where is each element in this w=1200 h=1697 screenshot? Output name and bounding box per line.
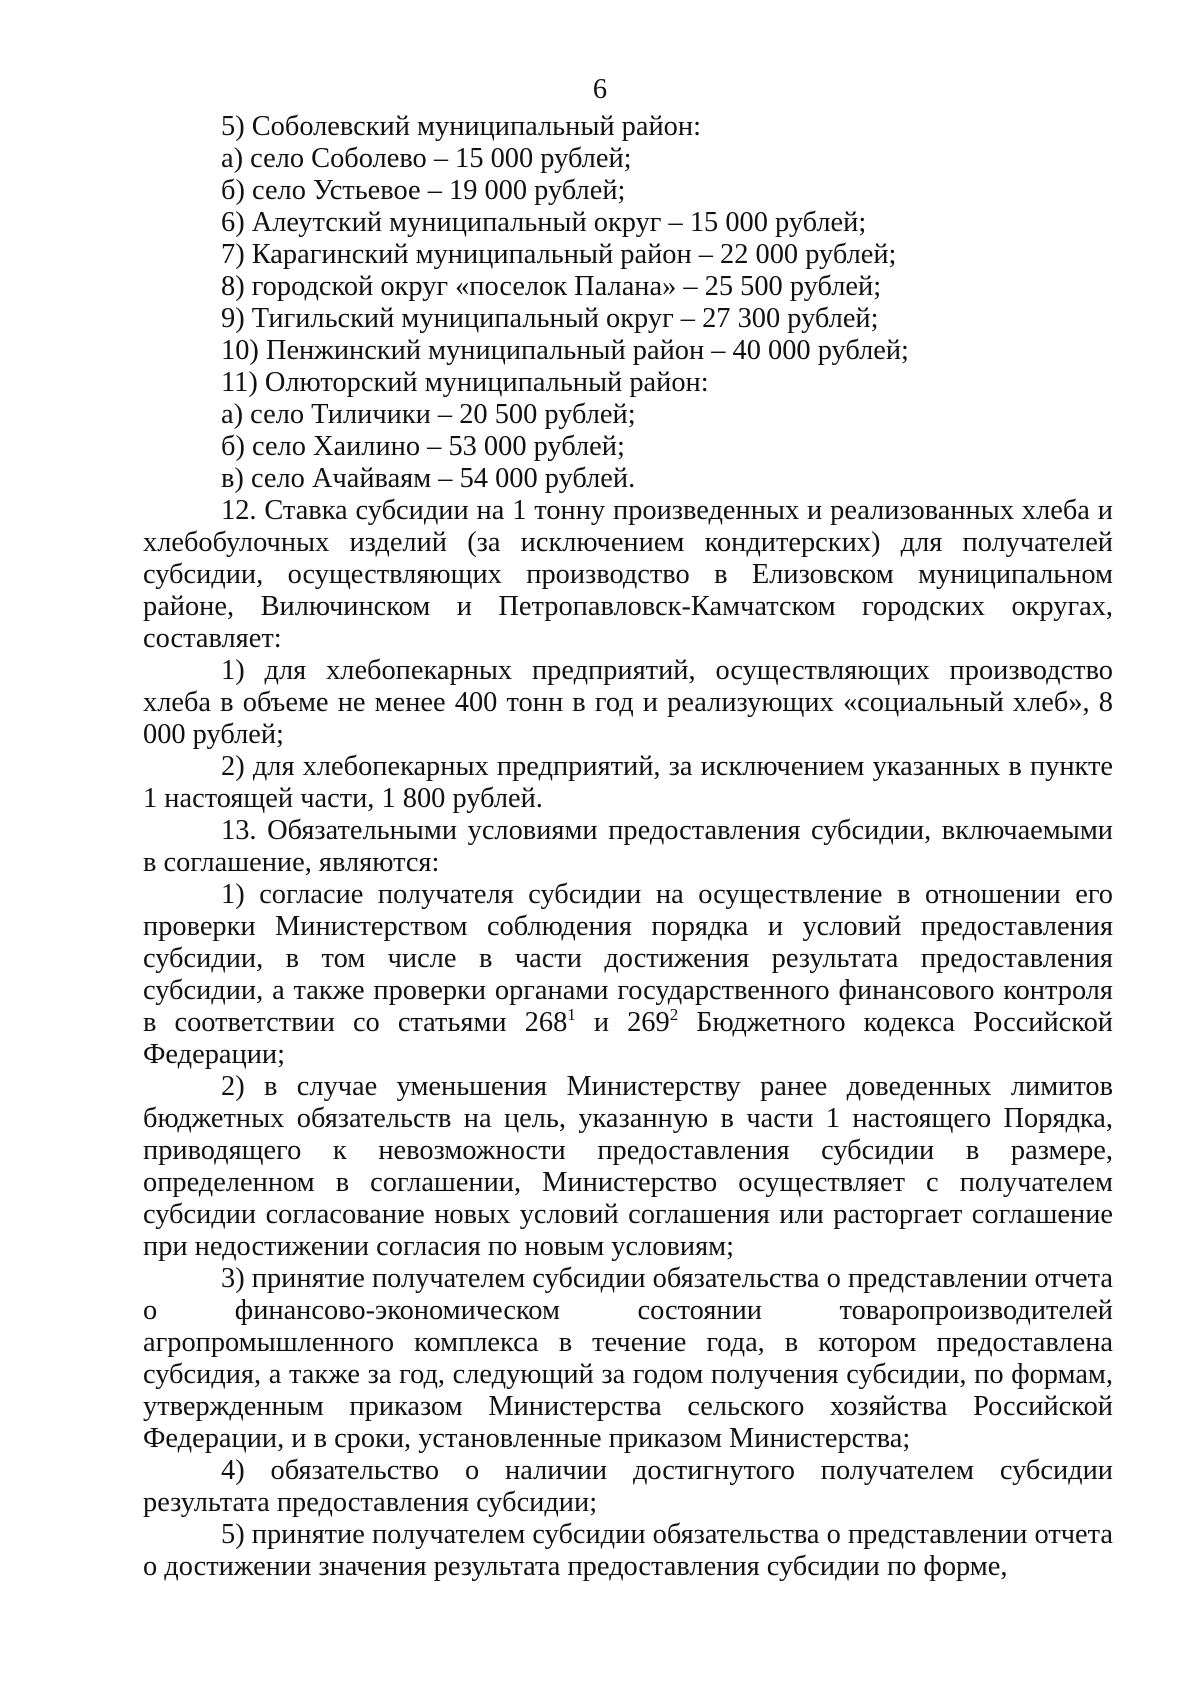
list-item: 11) Олюторский муниципальный район: — [221, 367, 709, 398]
paragraph-13-item-2: 2) в случае уменьшения Министерству ранее доведенных лимитов бюджетных обязательств на цель, указанную в части 1 настоящего Порядка, приводящего к невозможности предоставления субсидии в размере, определенном в соглашении, Министерство осуществляет с получателем субсидии согласование новых условий соглашения или расторгает соглашение при недостижении согласия по новым условиям; — [143, 1071, 1113, 1262]
list-item: 5) Соболевский муниципальный район: — [221, 111, 701, 142]
paragraph-13-item-5: 5) принятие получателем субсидии обязательства о представлении отчета о достижении значения результата предоставления субсидии по форме, — [143, 1519, 1113, 1582]
paragraph-13-item-3: 3) принятие получателем субсидии обязательства о представлении отчета о финансово-экономическом состоянии товаропроизводителей агропромышленного комплекса в течение года, в котором предоставлена субсидия, а также за год, следующий за годом получения субсидии, по формам, утвержденным приказом Министерства сельского хозяйства Российской Федерации, и в сроки, установленные приказом Министерства; — [143, 1263, 1113, 1454]
list-item: 8) городской округ «поселок Палана» – 25 500 рублей; — [221, 271, 882, 302]
paragraph-13-item-1 — [143, 879, 1113, 1071]
paragraph-text: Бюджетного кодекса Российской Федерации; — [143, 1007, 1113, 1070]
paragraph-12: 12. Ставка субсидии на 1 тонну произведенных и реализованных хлеба и хлебобулочных изделий (за исключением кондитерских) для получателей субсидии, осуществляющих производство в Елизовском муниципальном районе, Вилючинском и Петропавловск-Камчатском городских округах, составляет: — [143, 495, 1113, 654]
list-item: б) село Хаилино – 53 000 рублей; — [221, 431, 625, 462]
list-item: 6) Алеутский муниципальный округ – 15 000 рублей; — [221, 207, 867, 238]
page-number: 6 — [592, 74, 608, 105]
list-item: 10) Пенжинский муниципальный район – 40 000 рублей; — [221, 335, 909, 366]
list-item: 7) Карагинский муниципальный район – 22 000 рублей; — [221, 239, 897, 270]
paragraph-text: и 269 — [575, 1007, 670, 1038]
list-item: а) село Тиличики – 20 500 рублей; — [221, 399, 636, 430]
list-item: в) село Ачайваям – 54 000 рублей. — [221, 463, 636, 494]
list-item: 9) Тигильский муниципальный округ – 27 300 рублей; — [221, 303, 879, 334]
paragraph-12-item-1: 1) для хлебопекарных предприятий, осуществляющих производство хлеба в объеме не менее 400 тонн в год и реализующих «социальный хлеб», 8 000 рублей; — [143, 655, 1113, 750]
list-item: б) село Устьевое – 19 000 рублей; — [221, 175, 626, 206]
superscript: 2 — [669, 1005, 679, 1024]
document-body — [143, 111, 1113, 1583]
paragraph-13: 13. Обязательными условиями предоставления субсидии, включаемыми в соглашение, являются: — [143, 815, 1113, 878]
superscript: 1 — [567, 1005, 576, 1024]
list-item: а) село Соболево – 15 000 рублей; — [221, 143, 632, 174]
paragraph-text: 1) согласие получателя субсидии на осуществление в отношении его проверки Министерством соблюдения порядка и условий предоставления субсидии, в том числе в части достижения результата предоставления субсидии, а также проверки органами государственного финансового контроля в соответствии со статьями 268 — [143, 879, 1113, 1038]
paragraph-12-item-2: 2) для хлебопекарных предприятий, за исключением указанных в пункте 1 настоящей части, 1 800 рублей. — [143, 751, 1113, 814]
paragraph-13-item-4: 4) обязательство о наличии достигнутого получателем субсидии результата предоставления субсидии; — [143, 1455, 1113, 1518]
